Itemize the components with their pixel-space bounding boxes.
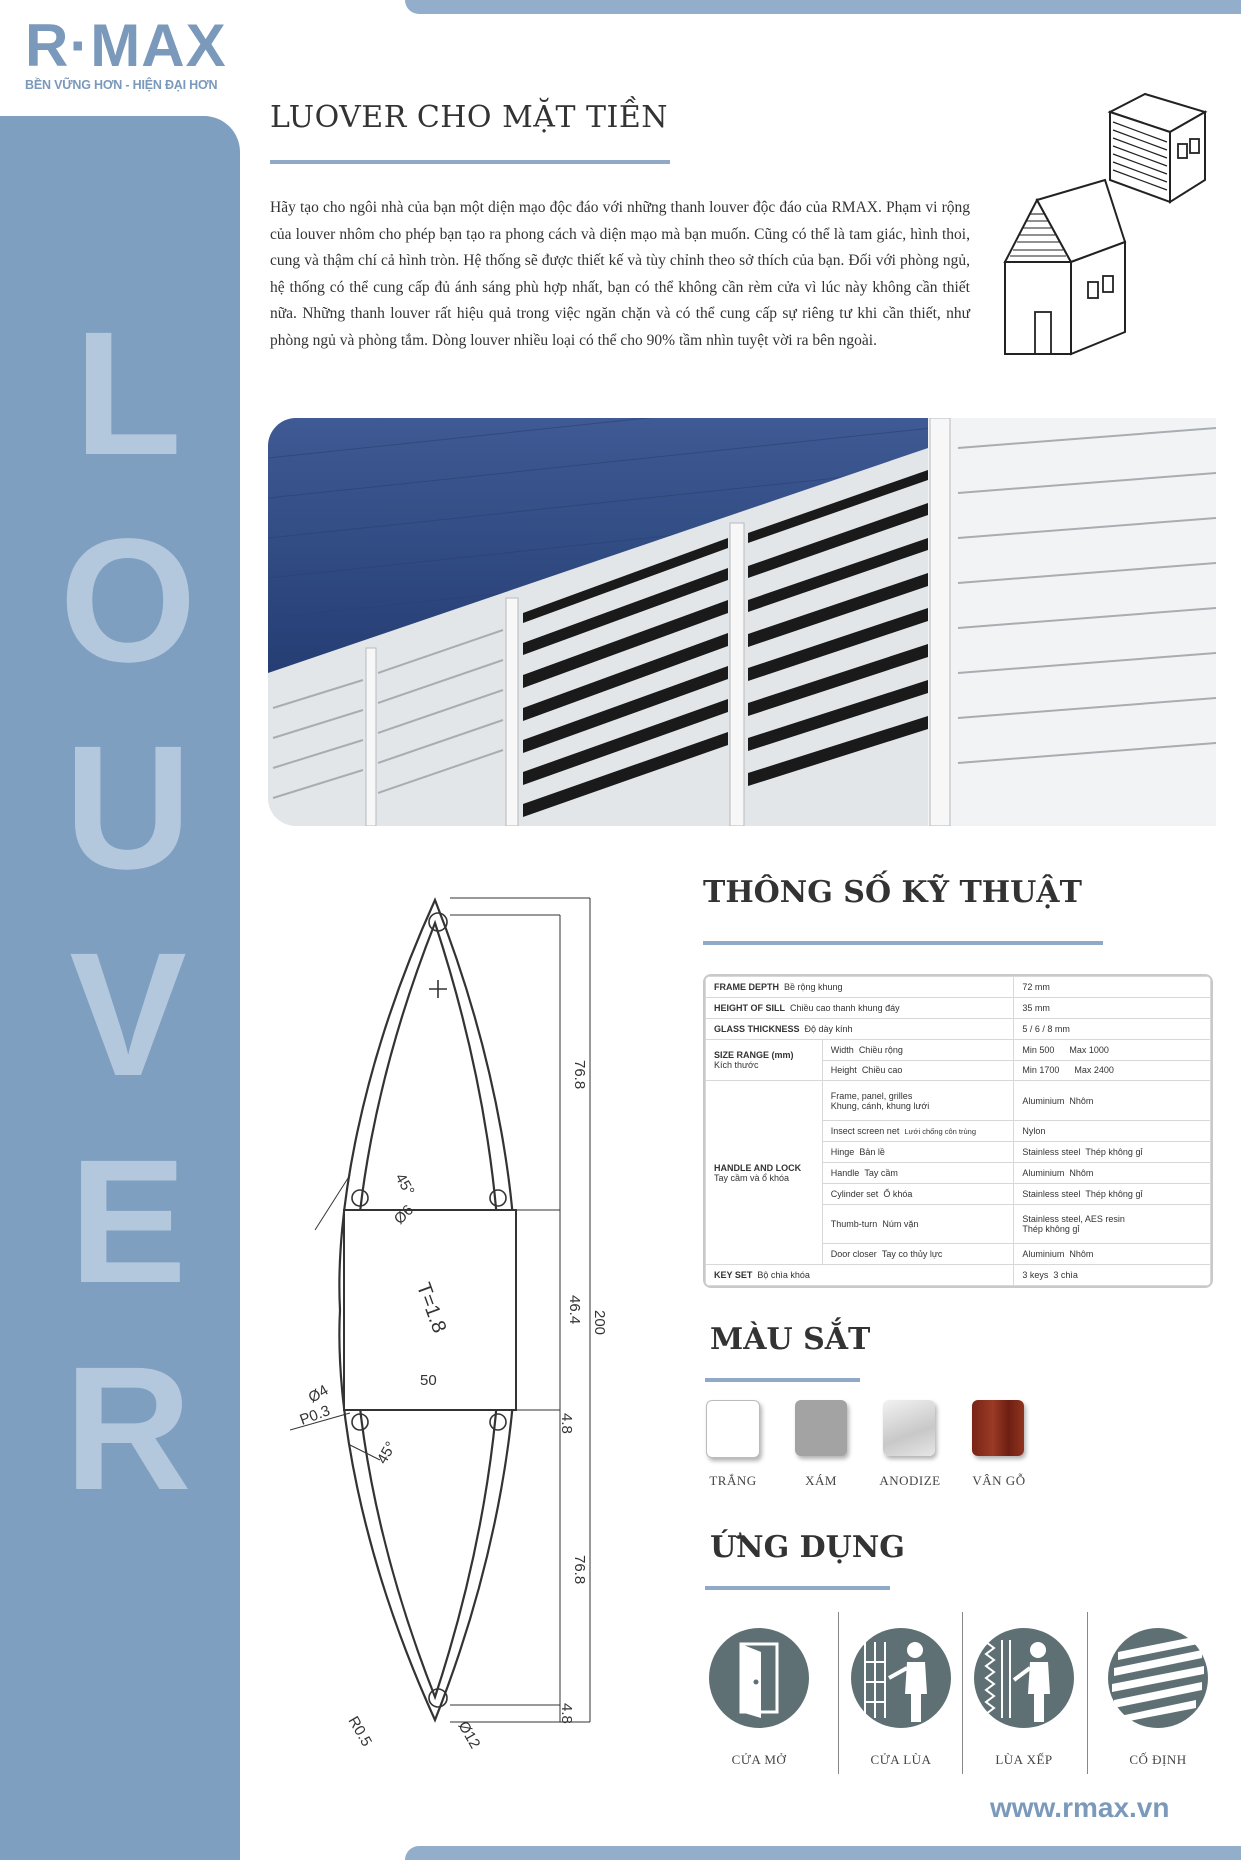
spec-max: Max 1000: [1069, 1044, 1109, 1055]
colors-heading: MÀU SẮT: [710, 1322, 871, 1357]
dim-end-thickness: 4.8: [558, 1703, 575, 1724]
specs-table: [703, 974, 1213, 1288]
color-swatch-white: [706, 1400, 760, 1458]
dim-mid-height: 46.4: [566, 1295, 583, 1325]
color-swatch-grey: [795, 1400, 847, 1456]
divider: [1087, 1612, 1088, 1774]
sidebar-letter: O: [59, 503, 197, 699]
color-label: ANODIZE: [879, 1473, 941, 1488]
colors-underline: [705, 1378, 860, 1382]
dim-wall-thickness: T=1.8: [411, 1279, 451, 1336]
application-label: LÙA XẾP: [995, 1752, 1053, 1767]
dim-end-radius: R0.5: [344, 1713, 376, 1750]
brand-logo: [25, 14, 227, 92]
spec-sub-label-vi: Núm vặn: [882, 1218, 919, 1229]
table-row: [706, 1265, 1211, 1286]
spec-value: Aluminium: [1022, 1095, 1065, 1106]
specs-underline: [703, 941, 1103, 945]
spec-label-vi: Kích thước: [714, 1060, 759, 1070]
spec-sub-label-vi: Khung, cánh, khung lưới: [830, 1100, 930, 1111]
spec-value: Aluminium: [1022, 1167, 1065, 1178]
spec-max: Max 2400: [1074, 1065, 1114, 1076]
sidebar-letter: U: [64, 710, 192, 906]
table-row: [706, 1039, 1211, 1060]
color-label: TRẮNG: [709, 1473, 757, 1488]
spec-min: Min 500: [1022, 1044, 1055, 1055]
dim-web-thickness: 4.8: [558, 1413, 575, 1434]
logo-text: R·MAX: [25, 12, 227, 79]
spec-label-en: KEY SET: [714, 1270, 753, 1281]
table-row: [706, 1018, 1211, 1039]
spec-value-vi: Thép không gỉ: [1022, 1223, 1080, 1234]
dim-slot-diameter: Ø4: [305, 1381, 332, 1407]
sidebar-letter: L: [74, 296, 182, 492]
dim-hole-diameter: Ø6: [390, 1201, 417, 1228]
spec-sub-label-vi: Tay co thủy lực: [881, 1249, 943, 1260]
spec-value: 72 mm: [1014, 977, 1211, 998]
spec-sub-label: Hinge: [830, 1146, 855, 1157]
dim-angle-bottom: 45°: [373, 1438, 400, 1467]
spec-sub-label: Insect screen net: [830, 1125, 900, 1136]
top-accent-bar: [405, 0, 1241, 14]
table-row: [706, 977, 1211, 998]
spec-label-en: FRAME DEPTH: [714, 981, 779, 992]
spec-sub-label-vi: Tay cầm: [864, 1167, 898, 1178]
color-label: XÁM: [805, 1473, 837, 1488]
color-swatch-anodize: [883, 1400, 935, 1456]
spec-label-en: HEIGHT OF SILL: [714, 1002, 785, 1013]
sidebar-panel: [0, 116, 240, 1860]
profile-technical-drawing: [290, 885, 620, 1755]
spec-value-vi: Nhôm: [1069, 1249, 1094, 1260]
dim-width: 50: [420, 1372, 437, 1389]
spec-label-vi: Bề rộng khung: [784, 981, 843, 992]
sidebar-letter: R: [64, 1331, 192, 1527]
folding-door-icon: [968, 1622, 1080, 1734]
spec-value: Stainless steel: [1022, 1146, 1081, 1157]
sidebar-letter: E: [69, 1124, 187, 1320]
specs-heading: THÔNG SỐ KỸ THUẬT: [703, 875, 1082, 910]
dim-angle-top: 45°: [391, 1170, 418, 1199]
spec-value: 3 keys: [1022, 1270, 1049, 1281]
divider: [962, 1612, 963, 1774]
dim-end-diameter: Ø12: [454, 1718, 484, 1752]
swing-door-icon: [703, 1622, 815, 1734]
spec-value: Stainless steel: [1022, 1188, 1081, 1199]
spec-value-vi: Thép không gỉ: [1085, 1188, 1143, 1199]
spec-sub-label: Width: [830, 1044, 854, 1055]
application-label: CỬA LÙA: [870, 1752, 932, 1767]
spec-value: 5 / 6 / 8 mm: [1014, 1018, 1211, 1039]
dim-top-height: 76.8: [571, 1060, 588, 1090]
color-label: VÂN GỖ: [972, 1473, 1026, 1488]
dim-bottom-height: 76.8: [571, 1555, 588, 1585]
fixed-louver-icon: [1102, 1622, 1214, 1734]
title-underline: [270, 160, 670, 164]
divider: [838, 1612, 839, 1774]
spec-sub-label-vi: Ổ khóa: [883, 1188, 913, 1199]
dim-radius-small: P0.3: [297, 1402, 333, 1429]
spec-label-vi: Chiều cao thanh khung đáy: [790, 1002, 900, 1013]
spec-sub-label: Door closer: [830, 1249, 877, 1260]
spec-label-en: GLASS THICKNESS: [714, 1023, 800, 1034]
spec-value-vi: Thép không gỉ: [1085, 1146, 1143, 1157]
applications-heading: ỨNG DỤNG: [710, 1530, 905, 1565]
spec-value: 35 mm: [1014, 997, 1211, 1018]
spec-label-en: SIZE RANGE (mm): [714, 1050, 794, 1060]
spec-sub-label-vi: Lưới chống côn trùng: [904, 1126, 976, 1136]
sliding-door-icon: [845, 1622, 957, 1734]
spec-sub-label: Frame, panel, grilles: [830, 1090, 913, 1101]
spec-sub-label-vi: Chiều cao: [861, 1065, 903, 1076]
spec-value: Aluminium: [1022, 1249, 1065, 1260]
website-link[interactable]: www.rmax.vn: [990, 1792, 1170, 1823]
page-title: LUOVER CHO MẶT TIỀN: [270, 100, 669, 135]
application-label: CỐ ĐỊNH: [1129, 1752, 1187, 1767]
spec-value-vi: 3 chìa: [1053, 1270, 1078, 1281]
louver-photo: [268, 418, 1216, 826]
sidebar-vertical-word: [28, 291, 228, 1533]
table-row: [706, 1081, 1211, 1121]
spec-value-vi: Nhôm: [1069, 1095, 1094, 1106]
spec-value: Stainless steel, AES resin: [1022, 1213, 1125, 1224]
spec-sub-label: Cylinder set: [830, 1188, 879, 1199]
table-row: [706, 997, 1211, 1018]
dim-total-height: 200: [591, 1310, 608, 1336]
logo-tagline: BỀN VỮNG HƠN - HIỆN ĐẠI HƠN: [25, 78, 218, 92]
color-swatch-woodgrain: [972, 1400, 1024, 1456]
bottom-accent-bar: [405, 1846, 1241, 1860]
spec-label-vi: Tay cầm và ổ khóa: [714, 1172, 790, 1183]
applications-underline: [705, 1586, 890, 1590]
spec-sub-label-vi: Bản lề: [859, 1146, 885, 1157]
spec-sub-label-vi: Chiều rộng: [858, 1044, 903, 1055]
spec-label-vi: Độ dày kính: [804, 1023, 853, 1034]
sidebar-letter: V: [69, 917, 187, 1113]
spec-sub-label: Thumb-turn: [830, 1218, 878, 1229]
spec-value: Nylon: [1022, 1125, 1046, 1136]
spec-sub-label: Handle: [830, 1167, 860, 1178]
spec-label-vi: Bộ chìa khóa: [757, 1270, 810, 1281]
intro-paragraph: Hãy tạo cho ngôi nhà của bạn một diện mạo độc đáo với những thanh louver độc đáo của RMAX. Phạm vi rộng của louver nhôm cho phép bạn tạo ra phong cách và diện mạo mà bạn muốn. Cũng có thể là tam giác, hình thoi, cung và thậm chí cả hình tròn. Hệ thống sẽ được thiết kế và tùy chỉnh theo sở thích của bạn. Đối với phòng ngủ, hệ thống có thể cung cấp đủ ánh sáng phù hợp nhất, bạn có thể không cần rèm cửa vì lúc này không cần thiết nữa. Những thanh louver rất hiệu quả trong việc ngăn chặn và có thể cung cấp sự riêng tư khi cần thiết, như phòng ngủ và phòng tắm. Dòng louver nhiều loại có thể cho 90% tầm nhìn tuyệt vời ra bên ngoài.: [270, 199, 970, 349]
spec-sub-label: Height: [830, 1065, 857, 1076]
house-illustration: [995, 92, 1215, 362]
spec-label-en: HANDLE AND LOCK: [714, 1162, 802, 1173]
spec-min: Min 1700: [1022, 1065, 1060, 1076]
spec-value-vi: Nhôm: [1069, 1167, 1094, 1178]
application-label: CỬA MỞ: [731, 1752, 787, 1767]
